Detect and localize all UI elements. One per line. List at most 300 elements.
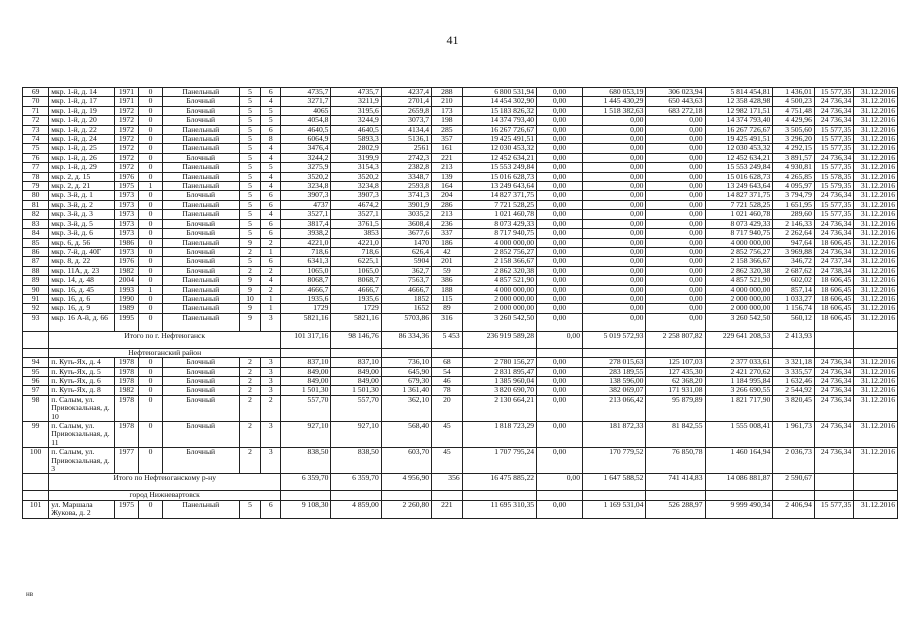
table-cell: 1972 bbox=[114, 144, 138, 153]
page-number: 41 bbox=[446, 33, 459, 47]
table-cell: 127 435,30 bbox=[646, 367, 705, 376]
table-cell: 1973 bbox=[114, 247, 138, 256]
table-cell: 14 827 371,75 bbox=[462, 191, 536, 200]
table-cell: 6 bbox=[261, 200, 281, 209]
table-cell: 8 073 429,33 bbox=[705, 219, 773, 228]
table-cell: 24 736,34 bbox=[814, 367, 853, 376]
table-cell: Панельный bbox=[163, 500, 240, 518]
table-cell: 4065 bbox=[281, 106, 331, 115]
table-cell: 5 bbox=[239, 163, 261, 172]
table-cell: Блочный bbox=[163, 257, 240, 266]
table-cell: 5 bbox=[239, 106, 261, 115]
table-cell: 12 452 634,21 bbox=[705, 153, 773, 162]
table-cell: 2 780 156,27 bbox=[462, 358, 536, 367]
table-cell: 31.12.2016 bbox=[854, 448, 898, 474]
table-cell: 31.12.2016 bbox=[854, 386, 898, 395]
table-cell: 0,00 bbox=[583, 247, 646, 256]
table-cell: 0 bbox=[138, 144, 162, 153]
table-cell: 8 bbox=[261, 135, 281, 144]
table-cell: 3199,9 bbox=[331, 153, 381, 162]
table-cell: 4735,7 bbox=[331, 88, 381, 97]
table-cell: 0 bbox=[138, 210, 162, 219]
table-cell: 0 bbox=[138, 88, 162, 97]
table-cell: 161 bbox=[432, 144, 463, 153]
table-cell: 0,00 bbox=[537, 210, 583, 219]
table-cell: 3907,3 bbox=[281, 191, 331, 200]
table-cell: 0,00 bbox=[646, 125, 705, 134]
table-cell: 1 647 588,52 bbox=[583, 474, 646, 491]
table-row bbox=[23, 116, 898, 125]
table-cell bbox=[705, 491, 773, 500]
table-cell: 2 bbox=[261, 238, 281, 247]
table-cell: 1978 bbox=[114, 422, 138, 448]
table-cell: 1982 bbox=[114, 266, 138, 275]
table-cell: 45 bbox=[432, 448, 463, 474]
table-cell: 0,00 bbox=[583, 172, 646, 181]
table-cell: 849,00 bbox=[281, 367, 331, 376]
table-cell: 77 bbox=[23, 163, 49, 172]
table-cell: 15 578,35 bbox=[814, 172, 853, 181]
table-cell: 31.12.2016 bbox=[854, 200, 898, 209]
table-cell: 14 454 302,90 bbox=[462, 97, 536, 106]
table-cell: 31.12.2016 bbox=[854, 144, 898, 153]
table-cell: 15 183 826,32 bbox=[462, 106, 536, 115]
table-cell: 90 bbox=[23, 285, 49, 294]
table-cell: 45 bbox=[432, 422, 463, 448]
table-cell: мкр. 7-й, д. 40Г bbox=[49, 247, 115, 256]
table-cell: 31.12.2016 bbox=[854, 191, 898, 200]
table-cell: 0 bbox=[138, 229, 162, 238]
table-cell: 9 999 490,34 bbox=[705, 500, 773, 518]
table-cell: 188 bbox=[432, 285, 463, 294]
table-cell: 5 bbox=[239, 172, 261, 181]
table-cell: 5821,16 bbox=[281, 313, 331, 331]
table-row bbox=[23, 422, 898, 448]
table-cell: 4 bbox=[261, 182, 281, 191]
table-cell: 31.12.2016 bbox=[854, 88, 898, 97]
table-cell: 69 bbox=[23, 88, 49, 97]
table-cell: 0 bbox=[138, 163, 162, 172]
table-cell: 0,00 bbox=[646, 219, 705, 228]
table-cell: 1 385 960,04 bbox=[462, 376, 536, 385]
table-cell: 0,00 bbox=[583, 153, 646, 162]
table-cell: 15 577,35 bbox=[814, 125, 853, 134]
table-cell: 741 414,83 bbox=[646, 474, 705, 491]
table-cell: Блочный bbox=[163, 191, 240, 200]
table-cell: 0,00 bbox=[537, 135, 583, 144]
table-cell: 86 334,36 bbox=[381, 331, 431, 348]
table-cell bbox=[331, 491, 381, 500]
table-cell: 2 000 000,00 bbox=[462, 304, 536, 313]
table-cell: 0,00 bbox=[583, 116, 646, 125]
table-cell bbox=[331, 348, 381, 357]
table-cell: 0 bbox=[138, 386, 162, 395]
table-cell: мкр. 3-й, д. 1 bbox=[49, 191, 115, 200]
table-cell: 3853 bbox=[331, 229, 381, 238]
table-cell: 18 606,45 bbox=[814, 313, 853, 331]
table-cell: 14 086 881,87 bbox=[705, 474, 773, 491]
table-cell: 5 bbox=[239, 219, 261, 228]
table-cell: 0,00 bbox=[583, 200, 646, 209]
table-cell: 42 bbox=[432, 247, 463, 256]
table-cell: 3 bbox=[261, 367, 281, 376]
table-cell: мкр. 1-й, д. 29 bbox=[49, 163, 115, 172]
table-cell: 89 bbox=[23, 276, 49, 285]
table-cell: 18 606,45 bbox=[814, 285, 853, 294]
table-cell: мкр. 2, д. 21 bbox=[49, 182, 115, 191]
table-cell: 3348,7 bbox=[381, 172, 431, 181]
table-cell: 3608,4 bbox=[381, 219, 431, 228]
table-cell: 9 bbox=[239, 313, 261, 331]
table-cell: 1 bbox=[138, 285, 162, 294]
table-cell: 2 544,92 bbox=[773, 386, 815, 395]
table-cell: 4237,4 bbox=[381, 88, 431, 97]
table-cell: Панельный bbox=[163, 182, 240, 191]
table-cell: 89 bbox=[432, 304, 463, 313]
table-cell: мкр. 8, д. 22 bbox=[49, 257, 115, 266]
table-cell: 3 bbox=[261, 376, 281, 385]
table-cell: 9 bbox=[239, 238, 261, 247]
table-cell: 0,00 bbox=[537, 125, 583, 134]
table-cell bbox=[814, 348, 853, 357]
table-cell: 927,10 bbox=[281, 422, 331, 448]
table-row bbox=[23, 182, 898, 191]
table-cell: Панельный bbox=[163, 163, 240, 172]
table-cell: 3817,4 bbox=[281, 219, 331, 228]
table-row bbox=[23, 395, 898, 421]
table-cell: 2593,8 bbox=[381, 182, 431, 191]
table-cell: 0,00 bbox=[646, 313, 705, 331]
table-cell bbox=[23, 474, 49, 491]
table-cell: 5 bbox=[261, 163, 281, 172]
table-cell: 0,00 bbox=[583, 285, 646, 294]
table-cell: 18 606,45 bbox=[814, 294, 853, 303]
table-cell: 2 bbox=[239, 358, 261, 367]
housing-table bbox=[22, 87, 898, 519]
table-cell: 4 500,23 bbox=[773, 97, 815, 106]
table-cell: 5703,86 bbox=[381, 313, 431, 331]
table-cell: 7 721 528,25 bbox=[705, 200, 773, 209]
table-row bbox=[23, 163, 898, 172]
table-cell: 15 577,35 bbox=[814, 210, 853, 219]
table-cell: 2 000 000,00 bbox=[705, 304, 773, 313]
table-cell bbox=[381, 491, 431, 500]
table-cell: 0,00 bbox=[537, 266, 583, 275]
table-cell: 289,60 bbox=[773, 210, 815, 219]
table-cell: 1978 bbox=[114, 367, 138, 376]
table-cell: 650 443,63 bbox=[646, 97, 705, 106]
table-cell: 1972 bbox=[114, 163, 138, 172]
table-cell: 0,00 bbox=[583, 257, 646, 266]
table-cell bbox=[537, 491, 583, 500]
table-cell: 4 930,81 bbox=[773, 163, 815, 172]
table-cell: 31.12.2016 bbox=[854, 229, 898, 238]
table-cell: 0,00 bbox=[646, 257, 705, 266]
table-cell: 1 632,46 bbox=[773, 376, 815, 385]
table-cell: 5 bbox=[239, 135, 261, 144]
table-cell: 6064,9 bbox=[281, 135, 331, 144]
table-cell: 3 260 542,50 bbox=[462, 313, 536, 331]
table-cell: 2659,8 bbox=[381, 106, 431, 115]
table-cell: 71 bbox=[23, 106, 49, 115]
table-cell: 1977 bbox=[114, 448, 138, 474]
table-cell: 849,00 bbox=[281, 376, 331, 385]
table-cell: 5 814 454,81 bbox=[705, 88, 773, 97]
table-cell: 1 169 531,04 bbox=[583, 500, 646, 518]
table-cell: 2 bbox=[261, 395, 281, 421]
table-cell: 31.12.2016 bbox=[854, 238, 898, 247]
table-cell: 1 961,73 bbox=[773, 422, 815, 448]
table-cell: 1 555 008,41 bbox=[705, 422, 773, 448]
table-row bbox=[23, 276, 898, 285]
table-cell: 6225,1 bbox=[331, 257, 381, 266]
table-cell: 0 bbox=[138, 266, 162, 275]
table-cell: 1978 bbox=[114, 395, 138, 421]
table-cell: 0,00 bbox=[646, 135, 705, 144]
table-cell: 12 358 428,98 bbox=[705, 97, 773, 106]
table-row bbox=[23, 191, 898, 200]
table-cell: 1975 bbox=[114, 182, 138, 191]
table-cell: 337 bbox=[432, 229, 463, 238]
table-cell: 0,00 bbox=[537, 285, 583, 294]
table-cell: Панельный bbox=[163, 88, 240, 97]
table-cell: 2 852 756,27 bbox=[462, 247, 536, 256]
table-cell: 1 518 382,63 bbox=[583, 106, 646, 115]
table-cell: 115 bbox=[432, 294, 463, 303]
table-cell: 1972 bbox=[114, 153, 138, 162]
table-cell: 31.12.2016 bbox=[854, 422, 898, 448]
table-cell: 5 bbox=[239, 500, 261, 518]
table-cell: 3195,6 bbox=[331, 106, 381, 115]
table-row bbox=[23, 144, 898, 153]
table-cell: ул. Маршала Жукова, д. 2 bbox=[49, 500, 115, 518]
table-cell: 210 bbox=[432, 97, 463, 106]
table-cell: Панельный bbox=[163, 294, 240, 303]
table-cell: 31.12.2016 bbox=[854, 97, 898, 106]
table-cell: 0,00 bbox=[537, 376, 583, 385]
table-cell: 14 374 793,40 bbox=[462, 116, 536, 125]
table-cell: 4 000 000,00 bbox=[705, 285, 773, 294]
table-cell: 46 bbox=[432, 376, 463, 385]
table-cell: 2 bbox=[239, 367, 261, 376]
table-cell: 171 931,08 bbox=[646, 386, 705, 395]
table-cell: 18 606,45 bbox=[814, 304, 853, 313]
table-cell: 31.12.2016 bbox=[854, 125, 898, 134]
table-cell: 1 818 723,29 bbox=[462, 422, 536, 448]
table-cell: 1971 bbox=[114, 88, 138, 97]
table-cell: 87 bbox=[23, 257, 49, 266]
table-cell: 1 436,01 bbox=[773, 88, 815, 97]
table-cell: 4 265,85 bbox=[773, 172, 815, 181]
table-cell: 2742,3 bbox=[381, 153, 431, 162]
table-cell: 736,10 bbox=[381, 358, 431, 367]
table-cell: 2 bbox=[261, 285, 281, 294]
table-cell: 0,00 bbox=[537, 182, 583, 191]
table-cell: 0 bbox=[138, 135, 162, 144]
table-cell: 1 361,40 bbox=[381, 386, 431, 395]
table-cell: 3 335,57 bbox=[773, 367, 815, 376]
table-cell: 6 bbox=[261, 257, 281, 266]
table-cell: 0 bbox=[138, 276, 162, 285]
table-cell: 6 359,70 bbox=[281, 474, 331, 491]
table-cell: 2 406,94 bbox=[773, 500, 815, 518]
table-cell: 2 862 320,38 bbox=[462, 266, 536, 275]
table-cell: 278 015,63 bbox=[583, 358, 646, 367]
table-cell: 1852 bbox=[381, 294, 431, 303]
table-cell: 357 bbox=[432, 135, 463, 144]
table-cell: 0,00 bbox=[646, 153, 705, 162]
table-cell: 0,00 bbox=[537, 313, 583, 331]
table-cell: 24 736,34 bbox=[814, 376, 853, 385]
table-cell: 31.12.2016 bbox=[854, 135, 898, 144]
table-cell: 198 bbox=[432, 116, 463, 125]
table-cell: 0,00 bbox=[646, 238, 705, 247]
table-cell: 4134,4 bbox=[381, 125, 431, 134]
table-row bbox=[23, 448, 898, 474]
table-cell: 15 577,35 bbox=[814, 163, 853, 172]
table-cell: 86 bbox=[23, 247, 49, 256]
table-cell bbox=[281, 348, 331, 357]
table-cell: 236 919 589,28 bbox=[462, 331, 536, 348]
table-cell: 3 891,57 bbox=[773, 153, 815, 162]
table-cell: 31.12.2016 bbox=[854, 294, 898, 303]
table-cell: 849,00 bbox=[331, 376, 381, 385]
table-cell: 4737 bbox=[281, 200, 331, 209]
table-cell: 15 016 628,73 bbox=[462, 172, 536, 181]
table-cell: 31.12.2016 bbox=[854, 116, 898, 125]
table-cell: 101 bbox=[23, 500, 49, 518]
table-cell: 1972 bbox=[114, 135, 138, 144]
table-cell: 5821,16 bbox=[331, 313, 381, 331]
table-cell bbox=[381, 348, 431, 357]
table-cell: Панельный bbox=[163, 144, 240, 153]
table-cell: п. Куть-Ях, д. 5 bbox=[49, 367, 115, 376]
table-cell: 1 bbox=[261, 247, 281, 256]
table-cell: 557,70 bbox=[331, 395, 381, 421]
table-cell: 1065,0 bbox=[331, 266, 381, 275]
table-cell: 0,00 bbox=[537, 219, 583, 228]
table-cell: 31.12.2016 bbox=[854, 395, 898, 421]
table-cell: 306 023,94 bbox=[646, 88, 705, 97]
table-cell: 3761,5 bbox=[331, 219, 381, 228]
table-cell: 0,00 bbox=[537, 294, 583, 303]
table-cell: 1 184 995,84 bbox=[705, 376, 773, 385]
table-cell: 221 bbox=[432, 500, 463, 518]
table-cell: 15 577,35 bbox=[814, 88, 853, 97]
table-cell: 1 156,74 bbox=[773, 304, 815, 313]
table-cell: Панельный bbox=[163, 125, 240, 134]
table-cell: 13 249 643,64 bbox=[705, 182, 773, 191]
table-cell: 0,00 bbox=[537, 153, 583, 162]
table-cell: 6 359,70 bbox=[331, 474, 381, 491]
table-cell: 3 bbox=[261, 313, 281, 331]
total-row bbox=[23, 474, 898, 491]
table-cell: Блочный bbox=[163, 358, 240, 367]
table-row bbox=[23, 257, 898, 266]
table-cell: 31.12.2016 bbox=[854, 210, 898, 219]
table-cell: 3520,2 bbox=[281, 172, 331, 181]
table-cell: 1973 bbox=[114, 229, 138, 238]
table-cell: 82 bbox=[23, 210, 49, 219]
table-cell: мкр. 3-й, д. 2 bbox=[49, 200, 115, 209]
table-cell: 3 bbox=[261, 386, 281, 395]
table-cell: 0,00 bbox=[583, 144, 646, 153]
table-cell: 6341,3 bbox=[281, 257, 331, 266]
table-cell: 1982 bbox=[114, 386, 138, 395]
table-cell: 2 590,67 bbox=[773, 474, 815, 491]
table-cell: Блочный bbox=[163, 229, 240, 238]
table-cell: 0,00 bbox=[583, 182, 646, 191]
table-cell: 31.12.2016 bbox=[854, 266, 898, 275]
table-cell: 0 bbox=[138, 294, 162, 303]
table-cell: 3211,9 bbox=[331, 97, 381, 106]
table-cell: Блочный bbox=[163, 247, 240, 256]
table-cell: 680 053,19 bbox=[583, 88, 646, 97]
table-row bbox=[23, 210, 898, 219]
table-row bbox=[23, 219, 898, 228]
table-cell: мкр. 6, д. 56 bbox=[49, 238, 115, 247]
table-row bbox=[23, 238, 898, 247]
table-cell: 1 021 460,78 bbox=[705, 210, 773, 219]
table-cell: 0,00 bbox=[537, 229, 583, 238]
table-cell: 24 736,34 bbox=[814, 422, 853, 448]
table-cell: 92 bbox=[23, 304, 49, 313]
table-cell: 8 717 940,75 bbox=[462, 229, 536, 238]
table-cell: 3244,9 bbox=[331, 116, 381, 125]
table-cell: 0,00 bbox=[537, 88, 583, 97]
table-cell: мкр. 3-й, д. 6 bbox=[49, 229, 115, 238]
table-cell: 15 577,35 bbox=[814, 135, 853, 144]
table-cell: 1978 bbox=[114, 358, 138, 367]
table-cell: 18 606,45 bbox=[814, 276, 853, 285]
table-cell: 1470 bbox=[381, 238, 431, 247]
table-cell: 80 bbox=[23, 191, 49, 200]
table-cell: 5 bbox=[239, 153, 261, 162]
table-cell: 1 501,30 bbox=[331, 386, 381, 395]
table-cell: Блочный bbox=[163, 153, 240, 162]
table-cell: 100 bbox=[23, 448, 49, 474]
table-cell: 170 779,52 bbox=[583, 448, 646, 474]
table-cell: 316 bbox=[432, 313, 463, 331]
table-cell: 24 736,34 bbox=[814, 395, 853, 421]
table-cell bbox=[23, 331, 49, 348]
table-cell: 0,00 bbox=[646, 172, 705, 181]
table-cell: 7563,7 bbox=[381, 276, 431, 285]
table-row bbox=[23, 285, 898, 294]
table-cell: 2004 bbox=[114, 276, 138, 285]
table-cell: Блочный bbox=[163, 106, 240, 115]
table-cell: 838,50 bbox=[281, 448, 331, 474]
table-cell: 0,00 bbox=[583, 125, 646, 134]
table-cell: 54 bbox=[432, 367, 463, 376]
table-cell: 0,00 bbox=[646, 276, 705, 285]
district-label: город Нижневартовск bbox=[49, 491, 281, 500]
table-cell: 3938,2 bbox=[281, 229, 331, 238]
table-cell: 5 bbox=[239, 257, 261, 266]
table-cell: 1 021 460,78 bbox=[462, 210, 536, 219]
table-cell: 0,00 bbox=[646, 285, 705, 294]
table-cell: 2 bbox=[239, 386, 261, 395]
table-cell: 0,00 bbox=[537, 97, 583, 106]
table-cell: 1 651,95 bbox=[773, 200, 815, 209]
table-cell: Панельный bbox=[163, 200, 240, 209]
table-cell: 24 736,34 bbox=[814, 386, 853, 395]
table-cell: 683 272,18 bbox=[646, 106, 705, 115]
table-cell: 0,00 bbox=[646, 266, 705, 275]
table-cell: 2 036,73 bbox=[773, 448, 815, 474]
table-cell: 837,10 bbox=[331, 358, 381, 367]
table-cell: 4 857 521,90 bbox=[705, 276, 773, 285]
